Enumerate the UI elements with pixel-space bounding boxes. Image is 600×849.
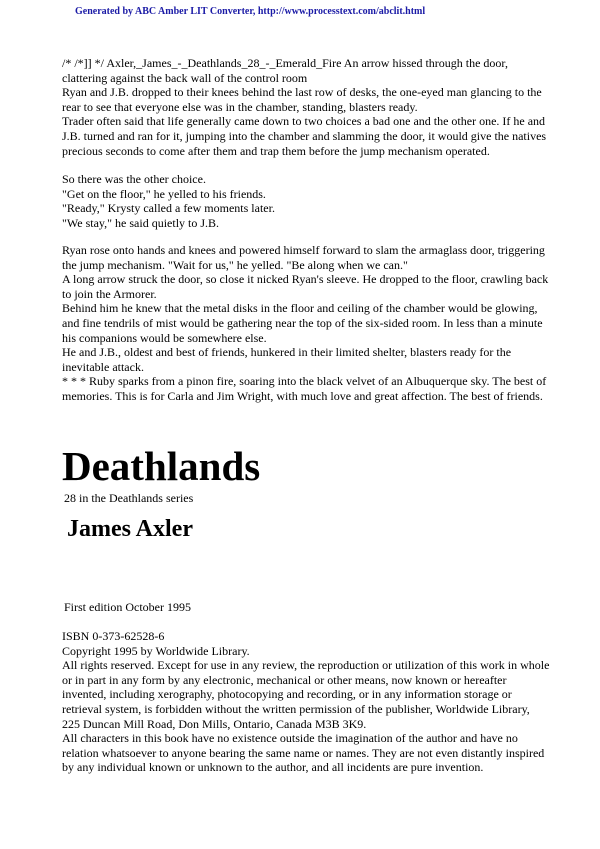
paragraph: "Get on the floor," he yelled to his friends. <box>62 186 266 201</box>
paragraph: A long arrow struck the door, so close it nicked Ryan's sleeve. He dropped to the floor, crawling back to join the Armorer. <box>62 272 549 301</box>
paragraph: Trader often said that life generally came down to two choices a bad one and the other one. If he and J.B. turned and ran for it, jumping into the chamber and slamming the door, it would give the natives precious seconds to come after them and trap them before the jump mechanism operated. <box>62 114 547 158</box>
converter-header: Generated by ABC Amber LIT Converter, http://www.processtext.com/abclit.html <box>75 6 426 17</box>
book-title: Deathlands <box>62 443 261 489</box>
rights-paragraph: All rights reserved. Except for use in any review, the reproduction or utilization of this work in whole or in part in any form by any electronic, mechanical or other means, now known or hereafter invented, including xerography, photocopying and recording, or in any information storage or retrieval system, is forbidden without the written permission of the publisher, Worldwide Library, 225 Duncan Mill Road, Don Mills, Ontario, Canada M3B 3K9. <box>62 658 550 731</box>
paragraph: "We stay," he said quietly to J.B. <box>62 215 220 230</box>
paragraph: /* /*]] */ Axler,_James_-_Deathlands_28_-_Emerald_Fire An arrow hissed through the door, clattering against the back wall of the control room <box>62 56 508 85</box>
isbn-line: ISBN 0-373-62528-6 <box>62 629 165 643</box>
excerpt-block-1 <box>62 56 550 158</box>
copyright-block <box>62 629 550 775</box>
paragraph: He and J.B., oldest and best of friends, hunkered in their limited shelter, blasters ready for the inevitable attack. <box>62 345 512 374</box>
paragraph: Ryan and J.B. dropped to their knees behind the last row of desks, the one-eyed man glancing to the rear to see that everyone else was in the chamber, standing, blasters ready. <box>62 85 542 114</box>
copyright-line: Copyright 1995 by Worldwide Library. <box>62 643 250 658</box>
paragraph: Ryan rose onto hands and knees and powered himself forward to slam the armaglass door, triggering the jump mechanism. "Wait for us," he yelled. "Be along when we can." <box>62 243 545 272</box>
paragraph: * * * Ruby sparks from a pinon fire, soaring into the black velvet of an Albuquerque sky. The best of memories. This is for Carla and Jim Wright, with much love and great affection. The best of friends. <box>62 374 547 403</box>
paragraph: So there was the other choice. <box>62 172 206 186</box>
author-name: James Axler <box>67 516 193 542</box>
edition-line: First edition October 1995 <box>64 600 191 614</box>
paragraph: "Ready," Krysty called a few moments later. <box>62 201 275 216</box>
disclaimer-paragraph: All characters in this book have no existence outside the imagination of the author and have no relation whatsoever to anyone bearing the same name or names. They are not even distantly inspired by any individual known or unknown to the author, and all incidents are pure invention. <box>62 731 545 775</box>
paragraph: Behind him he knew that the metal disks in the floor and ceiling of the chamber would be glowing, and fine tendrils of mist would be gathering near the top of the six-sided room. In less than a minute his companions would be somewhere else. <box>62 301 543 345</box>
series-line: 28 in the Deathlands series <box>64 491 194 505</box>
excerpt-block-3 <box>62 243 550 404</box>
excerpt-block-2 <box>62 172 550 230</box>
